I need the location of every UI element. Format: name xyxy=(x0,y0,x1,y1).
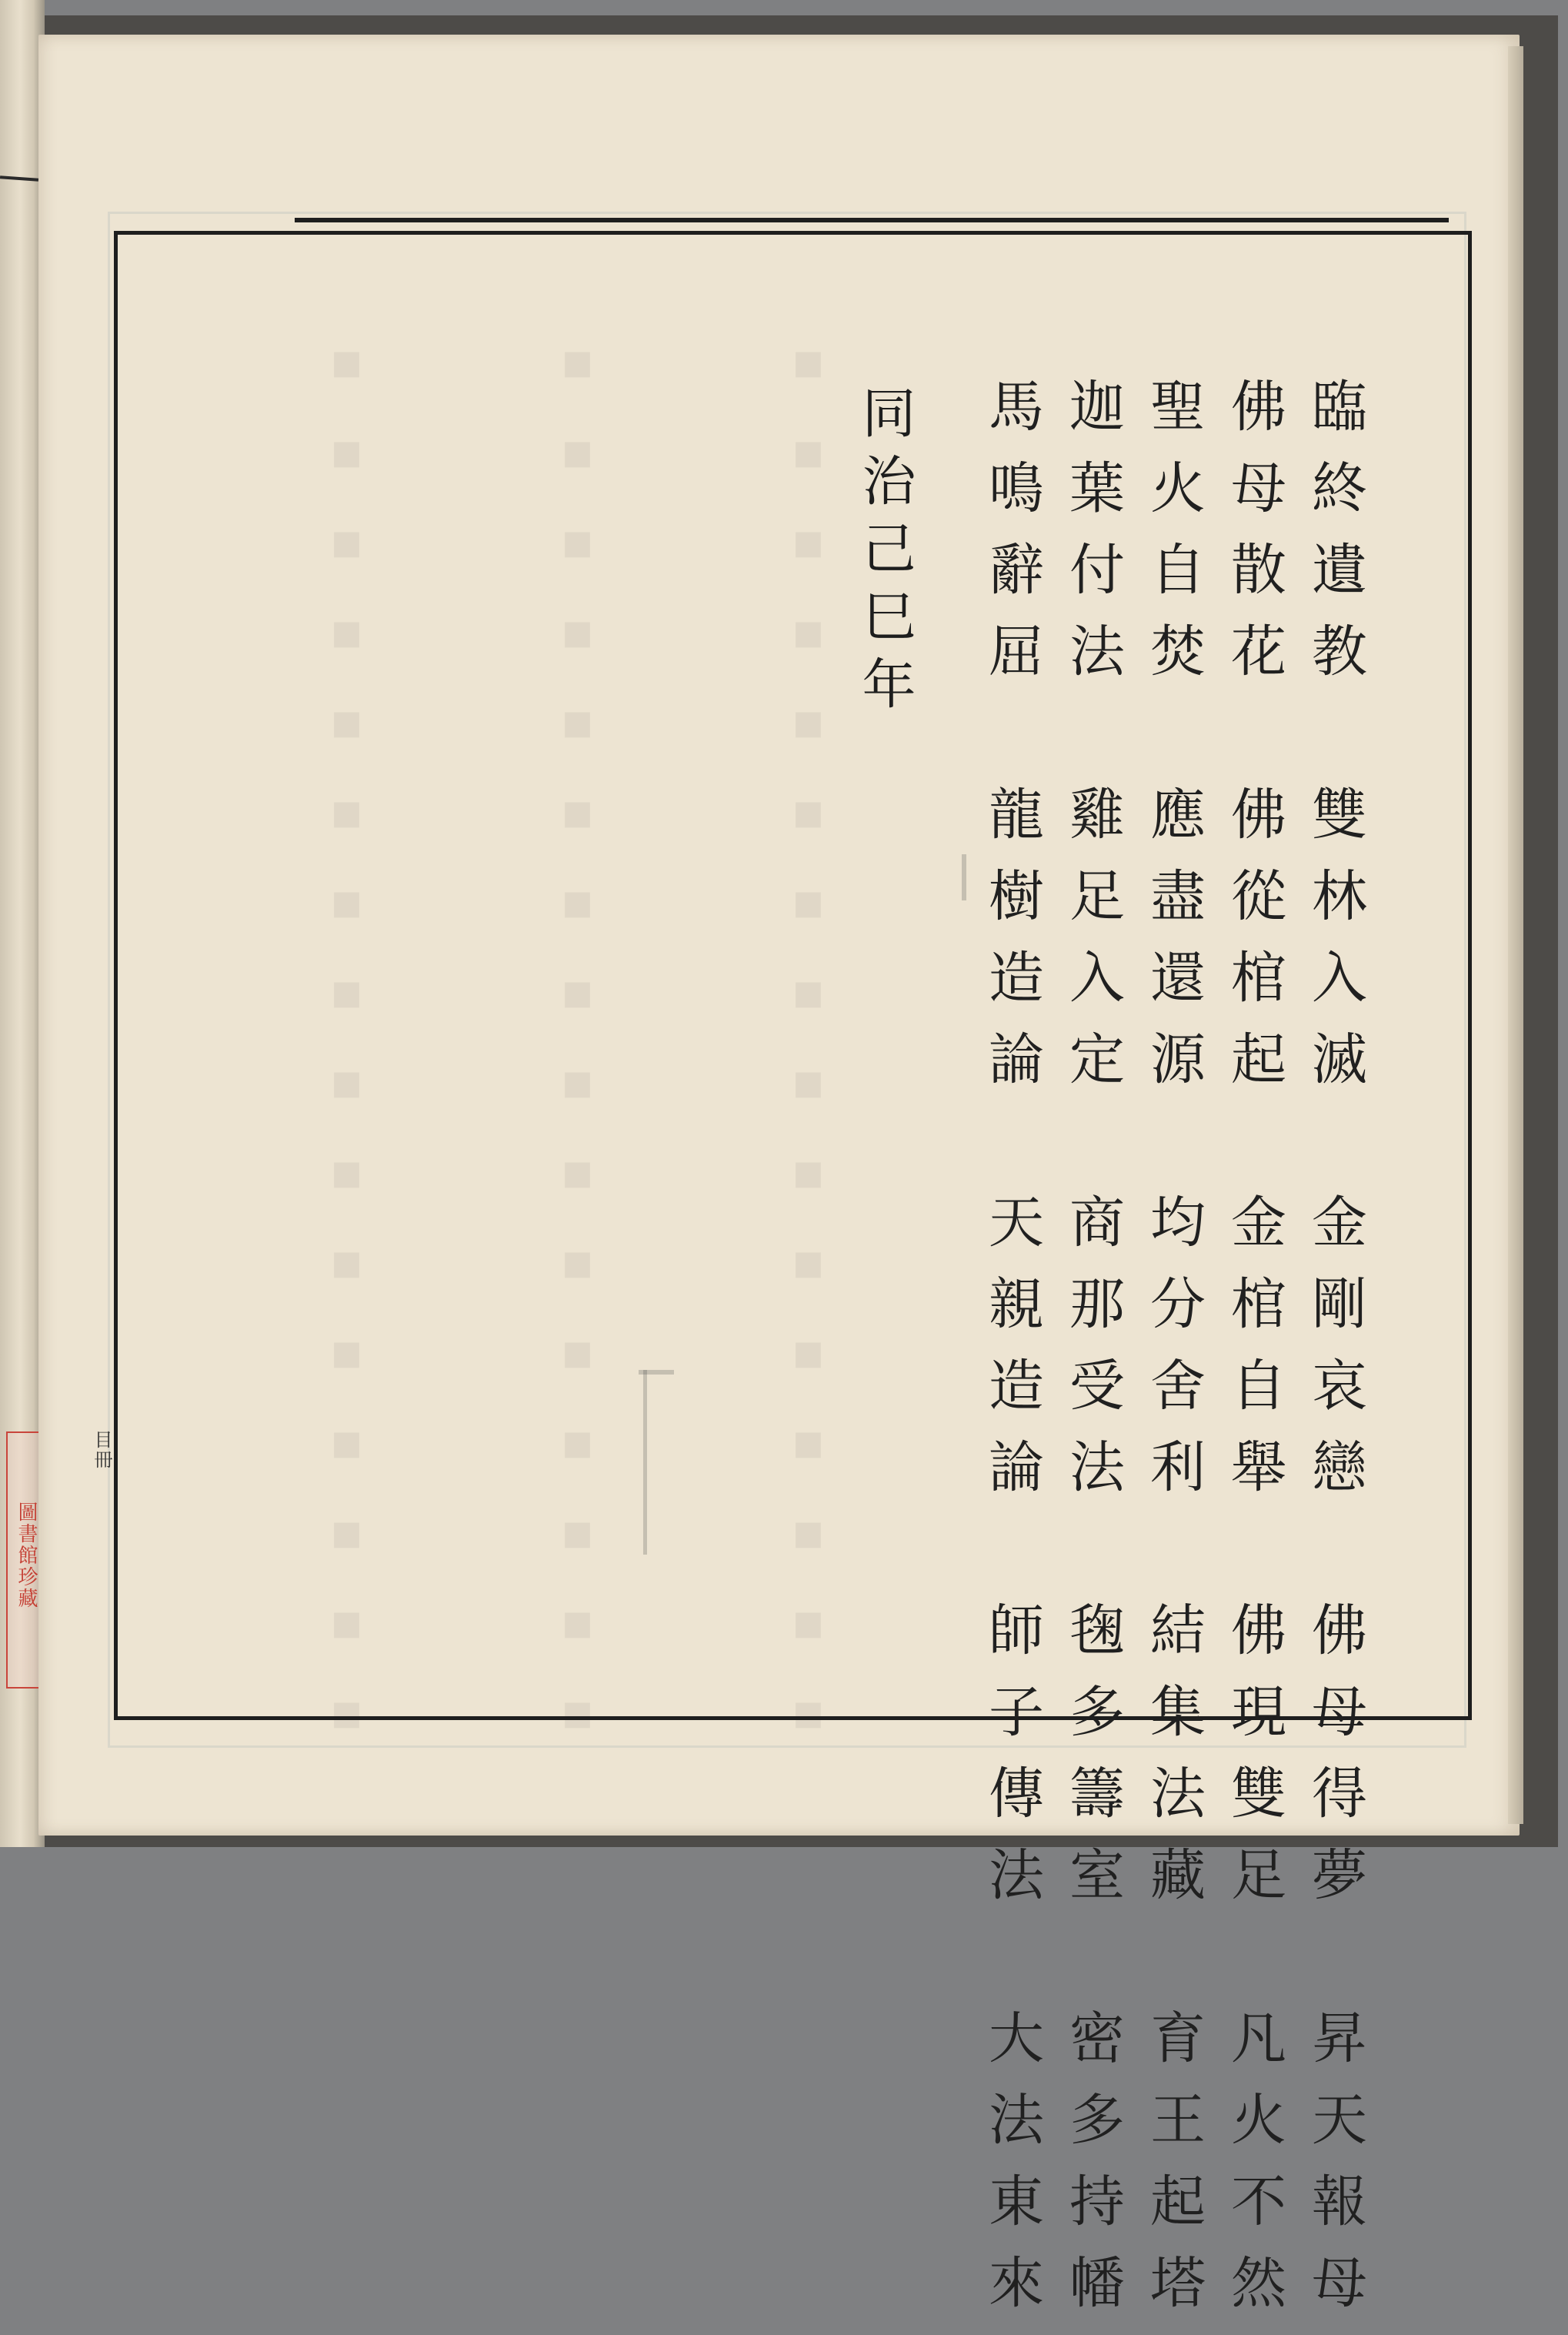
text-column-2: 佛母散花 佛從棺起 金棺自舉 佛現雙足 凡火不然 xyxy=(1222,377,1286,2335)
text-column-4: 迦葉付法 雞足入定 商那受法 毱多籌室 密多持幡 xyxy=(1060,377,1125,2335)
show-through-text: ▪▪▪▪▪▪▪▪▪▪▪▪▪▪▪▪ xyxy=(548,331,607,1772)
spine-mark xyxy=(0,175,38,181)
text-column-5: 馬鳴辭屈 龍樹造論 天親造論 師子傳法 大法東來 xyxy=(979,377,1044,2335)
seal-text: 圖書館珍藏 xyxy=(15,1502,38,1609)
ink-smudge xyxy=(962,854,966,900)
text-column-3: 聖火自焚 應盡還源 均分舍利 結集法藏 育王起塔 xyxy=(1141,377,1206,2335)
page-fore-edge xyxy=(1508,46,1523,1824)
date-inscription: 同治己巳年 xyxy=(853,385,916,723)
volume-label: 目冊 xyxy=(91,1430,112,1470)
text-column-1: 臨終遺教 雙林入滅 金剛哀戀 佛母得夢 昇天報母 xyxy=(1303,377,1367,2335)
show-through-text: ▪▪▪▪▪▪▪▪▪▪▪▪▪▪▪▪ xyxy=(779,331,838,1772)
show-through-text: ▪▪▪▪▪▪▪▪▪▪▪▪▪▪▪▪ xyxy=(317,331,376,1772)
ink-smudge xyxy=(643,1370,647,1555)
